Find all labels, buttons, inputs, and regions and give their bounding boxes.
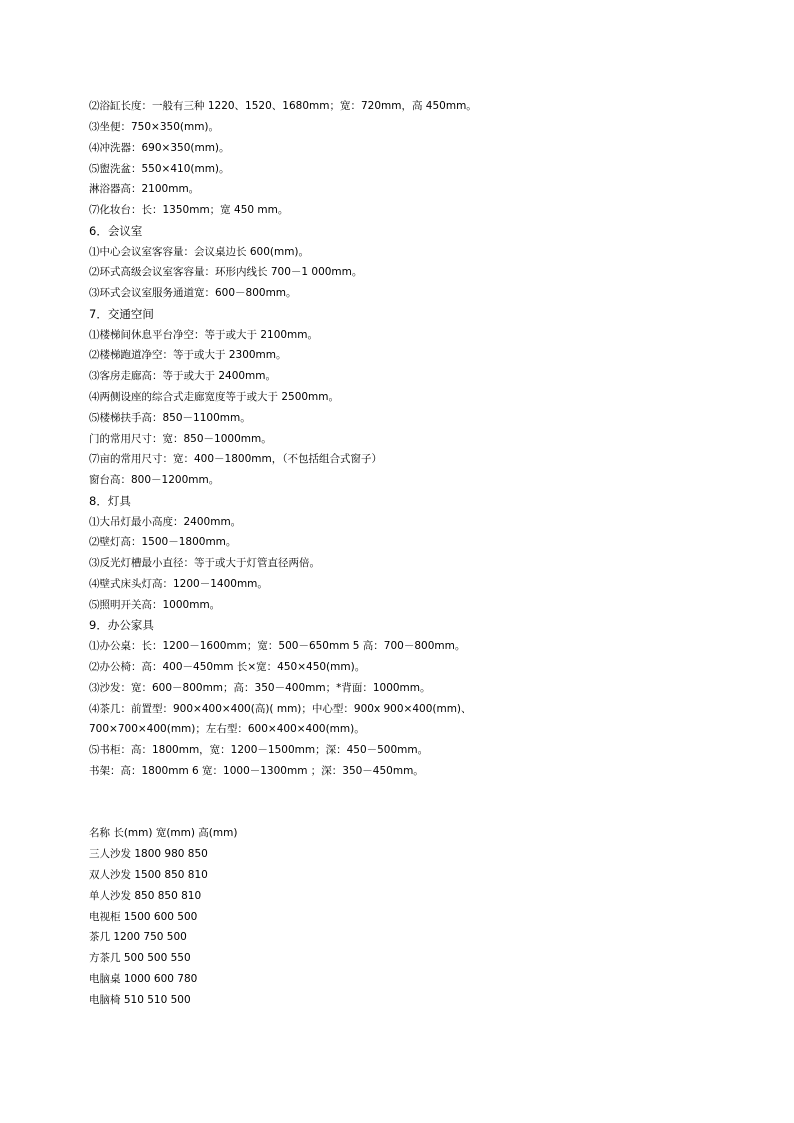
text-line: ⑸盥洗盆：550×410(mm)。 (89, 163, 230, 175)
table-row: 茶几 1200 750 500 (89, 931, 187, 943)
table-row: 电脑桌 1000 600 780 (89, 973, 198, 985)
text-line: ⑵浴缸长度：一般有三种 1220、1520、1680mm；宽：720mm，高 450mm。 (89, 100, 477, 112)
text-line: ⑷冲洗器：690×350(mm)。 (89, 142, 230, 154)
table-row: 单人沙发 850 850 810 (89, 890, 202, 902)
text-line: 门的常用尺寸：宽：850－1000mm。 (89, 433, 272, 445)
text-line: 700×700×400(mm)；左右型：600×400×400(mm)。 (89, 723, 365, 735)
text-line: ⑵环式高级会议室客容量：环形内线长 700－1 000mm。 (89, 266, 363, 278)
table-row: 电视柜 1500 600 500 (89, 911, 198, 923)
text-line: ⑶沙发：宽：600－800mm；高：350－400mm；*背面：1000mm。 (89, 682, 431, 694)
section-heading: 6．会议室 (89, 224, 143, 238)
table-row: 三人沙发 1800 980 850 (89, 848, 208, 860)
text-line: ⑴中心会议室客容量：会议桌边长 600(mm)。 (89, 246, 310, 258)
table-row: 方茶几 500 500 550 (89, 952, 191, 964)
table-row: 双人沙发 1500 850 810 (89, 869, 208, 881)
section-heading: 8．灯具 (89, 494, 131, 508)
text-line: 书架：高：1800mm 6 宽：1000－1300mm ；深：350－450mm。 (89, 765, 424, 777)
table-header-row: 名称 长(mm) 宽(mm) 高(mm) (89, 827, 238, 839)
text-line: ⑷两侧设座的综合式走廊宽度等于或大于 2500mm。 (89, 391, 340, 403)
text-line: ⑵壁灯高：1500－1800mm。 (89, 536, 237, 548)
section-heading: 7．交通空间 (89, 307, 154, 321)
text-line: ⑶客房走廊高：等于或大于 2400mm。 (89, 370, 277, 382)
text-line: ⑶坐便：750×350(mm)。 (89, 121, 220, 133)
text-line: ⑵楼梯跑道净空：等于或大于 2300mm。 (89, 349, 287, 361)
text-line: ⑶环式会议室服务通道宽：600－800mm。 (89, 287, 297, 299)
text-line: ⑺亩的常用尺寸：宽：400－1800mm，（不包括组合式窗子） (89, 453, 382, 465)
text-line: ⑶反光灯槽最小直径：等于或大于灯管直径两倍。 (89, 557, 320, 569)
text-line: ⑴办公桌：长：1200－1600mm；宽：500－650mm 5 高：700－800mm。 (89, 640, 466, 652)
text-line: ⑸楼梯扶手高：850－1100mm。 (89, 412, 251, 424)
text-line: 窗台高：800－1200mm。 (89, 474, 220, 486)
text-line: ⑷茶几：前置型：900×400×400(高)( mm)；中心型：900x 900×400(mm)、 (89, 703, 472, 715)
text-line: ⑷壁式床头灯高：1200－1400mm。 (89, 578, 268, 590)
table-row: 电脑椅 510 510 500 (89, 994, 191, 1006)
text-line: ⑸照明开关高：1000mm。 (89, 599, 221, 611)
text-line: ⑵办公椅：高：400－450mm 长×宽：450×450(mm)。 (89, 661, 366, 673)
text-line: ⑸书柜：高：1800mm，宽：1200－1500mm；深：450－500mm。 (89, 744, 429, 756)
text-line: ⑴楼梯间休息平台净空：等于或大于 2100mm。 (89, 329, 319, 341)
text-line: 淋浴器高：2100mm。 (89, 183, 200, 195)
text-line: ⑺化妆台：长：1350mm；宽 450 mm。 (89, 204, 289, 216)
section-heading: 9．办公家具 (89, 618, 154, 632)
text-line: ⑴大吊灯最小高度：2400mm。 (89, 516, 242, 528)
